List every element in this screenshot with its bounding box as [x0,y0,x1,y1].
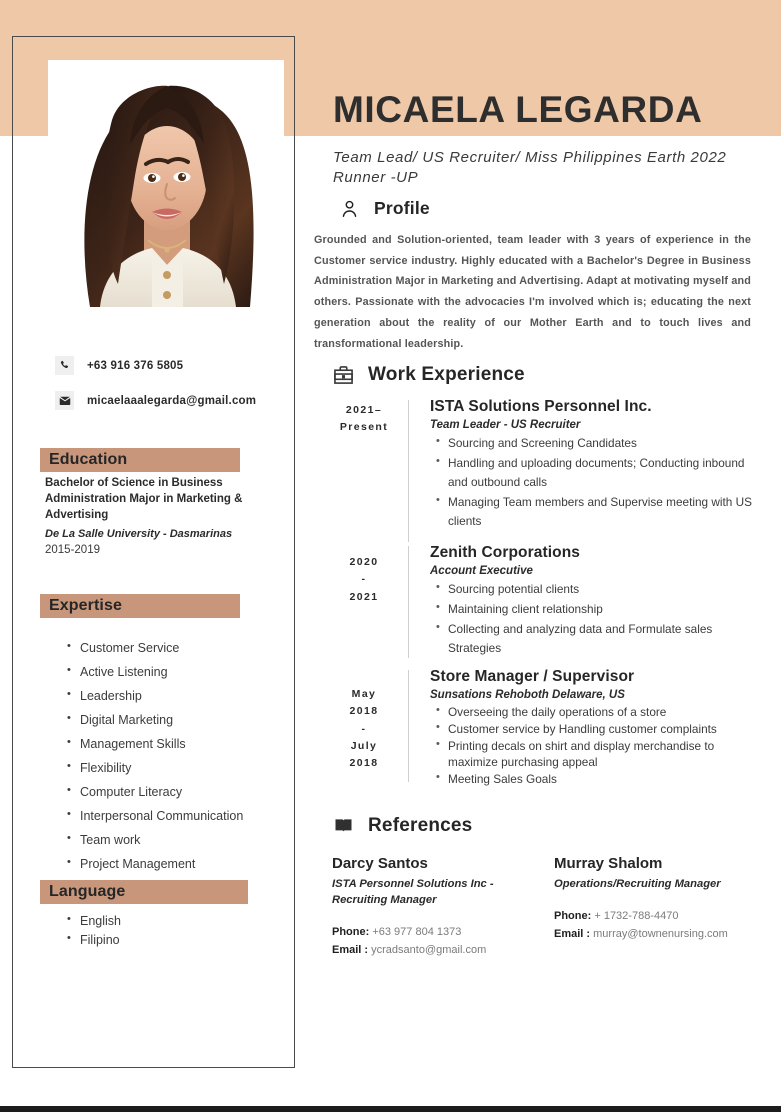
reference-phone-label: Phone: [332,926,370,939]
job-dates: 2020 - 2021 [349,556,379,603]
list-item: • Printing decals on shirt and display merchandise to maximize purchasing appeal [448,738,760,772]
list-item: • Customer Service [80,642,310,655]
page-title: MICAELA LEGARDA [333,89,703,130]
list-item: • Overseeing the daily operations of a store [448,704,760,721]
briefcase-icon [330,365,356,385]
list-item: • Flexibility [80,762,310,775]
reference-phone [554,910,762,922]
education-heading-label: Education [49,451,128,468]
job-role: Sunsations Rehoboth Delaware, US [430,689,625,701]
list-item: • Computer Literacy [80,786,310,799]
work-heading-label: Work Experience [368,364,525,385]
expertise-list [58,642,310,882]
person-icon [336,200,362,218]
profile-text: Grounded and Solution-oriented, team leader with 3 years of experience in the Customer service industry. Highly educated with a Bachelor's Degree in Business Administration Major in Marketing and Advertising. Adapt at motivating myself and others. Passionate with the advocacies I'm involved which is; educating the next generation about the reality of our Mother Earth and to touch lives and transformational leadership. [314,234,751,350]
job-role: Account Executive [430,565,533,577]
contact-phone[interactable] [55,356,285,375]
page-bottom-rule [0,1106,781,1112]
reference-email-value: murray@townenursing.com [593,928,728,941]
education-school: De La Salle University - Dasmarinas [45,527,233,540]
reference-email-value: ycradsanto@gmail.com [371,944,487,957]
contact-phone-value: +63 916 376 5805 [87,359,184,372]
email-icon [55,391,74,410]
reference-phone-label: Phone: [554,910,592,923]
list-item: • Project Management [80,858,310,871]
list-item: • Meeting Sales Goals [448,771,760,788]
contact-block [55,356,285,426]
list-item: • Sourcing potential clients [448,580,760,599]
reference-phone [332,926,547,938]
job-dates: 2021– Present [339,404,389,434]
reference-item [547,855,762,962]
reference-email-label: Email : [554,928,591,941]
profile-section-heading [336,198,430,219]
language-heading [40,880,248,904]
list-item: • Digital Marketing [80,714,310,727]
education-years: 2015-2019 [45,543,100,556]
reference-name: Darcy Santos [332,855,428,872]
list-item: • Active Listening [80,666,310,679]
job-bullets [430,580,760,658]
list-item: • English [80,915,280,928]
reference-title: ISTA Personnel Solutions Inc - Recruiting Manager [332,878,494,907]
header-tagline: Team Lead/ US Recruiter/ Miss Philippines Earth 2022 Runner -UP [333,149,727,186]
book-icon [330,818,356,834]
reference-email [554,928,762,940]
job-body [409,668,760,788]
contact-email-value: micaelaaalegarda@gmail.com [87,394,257,407]
expertise-heading-label: Expertise [49,597,122,614]
reference-item [332,855,547,962]
profile-photo [48,60,284,307]
reference-title: Operations/Recruiting Manager [554,878,721,890]
job-bullets [430,434,760,532]
education-degree: Bachelor of Science in Business Administration Major in Marketing & Advertising [45,477,243,521]
reference-email [332,944,547,956]
list-item: • Managing Team members and Supervise meeting with US clients [448,493,760,531]
job-bullets [430,704,760,788]
job-role: Team Leader - US Recruiter [430,419,581,431]
education-body [45,476,275,556]
job-company: Zenith Corporations [430,544,581,561]
job-company: ISTA Solutions Personnel Inc. [430,398,652,415]
references-list [332,855,762,962]
education-heading [40,448,240,472]
profile-heading-label: Profile [374,198,430,218]
list-item: • Leadership [80,690,310,703]
work-section-heading [330,364,525,386]
language-list [58,915,280,952]
reference-name: Murray Shalom [554,855,663,872]
list-item: • Handling and uploading documents; Conducting inbound and outbound calls [448,454,760,492]
list-item: • Interpersonal Communication [80,810,310,823]
references-section-heading [330,815,472,837]
job-body [409,544,760,660]
expertise-heading [40,594,240,618]
list-item: • Maintaining client relationship [448,600,760,619]
language-heading-label: Language [49,883,126,900]
job-company: Store Manager / Supervisor [430,668,635,685]
phone-icon [55,356,74,375]
list-item: • Customer service by Handling customer complaints [448,721,760,738]
list-item: • Management Skills [80,738,310,751]
reference-email-label: Email : [332,944,369,957]
job-entry [330,398,760,544]
job-body [409,398,760,544]
job-entry [330,544,760,660]
job-dates: May 2018 - July 2018 [349,688,379,770]
references-heading-label: References [368,815,473,836]
contact-email[interactable] [55,391,285,410]
list-item: • Sourcing and Screening Candidates [448,434,760,453]
reference-phone-value: + 1732-788-4470 [594,910,679,923]
list-item: • Collecting and analyzing data and Formulate sales Strategies [448,620,760,658]
list-item: • Filipino [80,934,280,947]
list-item: • Team work [80,834,310,847]
job-entry [330,668,760,788]
reference-phone-value: +63 977 804 1373 [372,926,462,939]
